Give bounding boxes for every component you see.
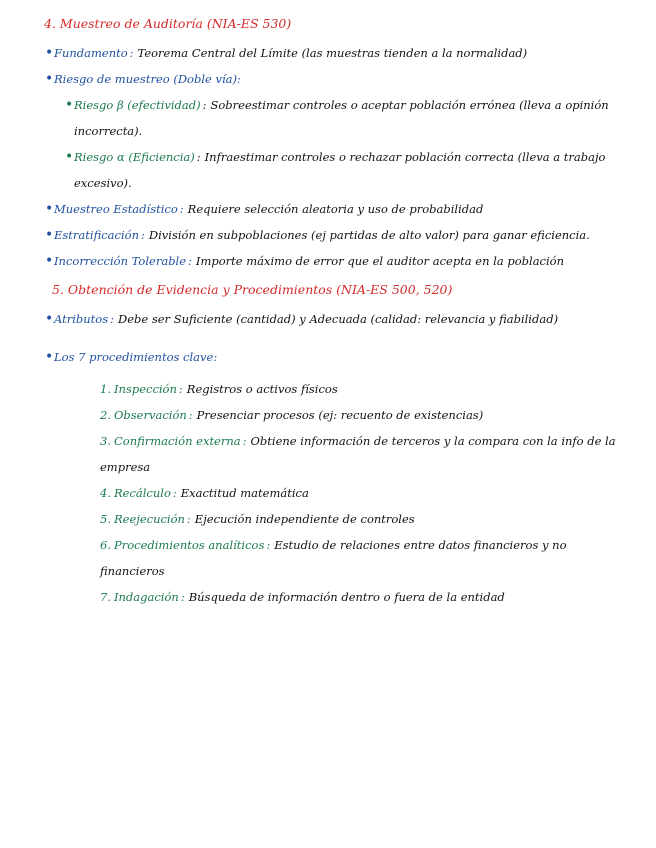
procedure-term: Inspección: [113, 382, 177, 396]
term-text: División en subpoblaciones (ej partidas de alto valor) para ganar eficiencia.: [148, 228, 590, 242]
term-label: Los 7 procedimientos clave:: [54, 350, 218, 364]
procedure-number: 3.: [100, 434, 111, 448]
bullet-riesgo-muestreo: [45, 66, 616, 92]
procedure-term: Recálculo: [113, 486, 171, 500]
term-label: Muestreo Estadístico: [54, 202, 178, 216]
bullet-dot: •: [45, 349, 54, 365]
procedure-text: Registros o activos físicos: [186, 382, 338, 396]
procedure-term: Reejecución: [113, 512, 185, 526]
term-text: Importe máximo de error que el auditor acepta en la población: [195, 254, 564, 268]
term-text: Sobreestimar controles o aceptar población errónea (lleva a opinión incorrecta).: [74, 98, 609, 138]
procedure-item: 2. Observación : Presenciar procesos (ej: recuento de existencias): [100, 408, 484, 422]
procedure-item: 3. Confirmación externa : Obtiene información de terceros y la compara con la info de la empresa: [100, 434, 616, 474]
procedure-text: Presenciar procesos (ej: recuento de existencias): [196, 408, 484, 422]
term-text: Teorema Central del Límite (las muestras tienden a la normalidad): [137, 46, 528, 60]
term-label: Riesgo α (Eficiencia): [74, 150, 195, 164]
procedure-term: Observación: [113, 408, 187, 422]
procedure-text: Ejecución independiente de controles: [194, 512, 415, 526]
term-label: Estratificación: [54, 228, 139, 242]
procedure-term: Indagación: [113, 590, 179, 604]
procedure-text: Obtiene información de terceros y la compara con la info de la empresa: [100, 434, 616, 474]
bullet-dot: •: [45, 227, 54, 243]
bullet-dot: •: [45, 201, 54, 217]
procedure-number: 6.: [100, 538, 111, 552]
bullet-incorreccion-tolerable: • Incorrección Tolerable : Importe máximo de error que el auditor acepta en la población: [54, 248, 616, 274]
procedure-term: Confirmación externa: [113, 434, 241, 448]
procedure-number: 5.: [100, 512, 111, 526]
procedure-term: Procedimientos analíticos: [113, 538, 265, 552]
procedure-item: 6. Procedimientos analíticos : Estudio de relaciones entre datos financieros y no financieros: [100, 538, 567, 578]
subbullet-riesgo-beta: • Riesgo β (efectividad) : Sobreestimar controles o aceptar población errónea (lleva a opinión incorrecta).: [74, 92, 616, 144]
procedure-number: 1.: [100, 382, 111, 396]
bullet-procedimientos-clave: [45, 344, 616, 370]
section-5-title: 5. Obtención de Evidencia y Procedimientos (NIA-ES 500, 520): [52, 282, 453, 297]
term-label: Incorrección Tolerable: [54, 254, 187, 268]
procedure-number: 7.: [100, 590, 111, 604]
bullet-atributos: • Atributos : Debe ser Suficiente (cantidad) y Adecuada (calidad: relevancia y fiabilidad): [54, 306, 616, 332]
bullet-dot: •: [45, 71, 54, 87]
procedure-item: 5. Reejecución : Ejecución independiente de controles: [100, 512, 415, 526]
term-label: Fundamento: [54, 46, 128, 60]
bullet-dot: •: [45, 253, 54, 269]
procedure-text: Exactitud matemática: [180, 486, 309, 500]
bullet-dot: •: [45, 45, 54, 61]
bullet-dot: •: [65, 97, 74, 113]
procedure-text: Estudio de relaciones entre datos financieros y no financieros: [100, 538, 567, 578]
procedure-item: 7. Indagación : Búsqueda de información dentro o fuera de la entidad: [100, 590, 505, 604]
procedure-item: 1. Inspección : Registros o activos físicos: [100, 382, 338, 396]
term-label: Atributos: [54, 312, 109, 326]
subbullet-riesgo-alfa: • Riesgo α (Eficiencia) : Infraestimar controles o rechazar población correcta (lleva a trabajo excesivo).: [74, 144, 616, 196]
term-label: Riesgo de muestreo (Doble vía):: [54, 72, 241, 86]
term-text: Infraestimar controles o rechazar población correcta (lleva a trabajo excesivo).: [74, 150, 606, 190]
procedure-item: 4. Recálculo : Exactitud matemática: [100, 486, 309, 500]
procedure-number: 4.: [100, 486, 111, 500]
bullet-fundamento: • Fundamento : Teorema Central del Límite (las muestras tienden a la normalidad): [54, 40, 616, 66]
term-label: Riesgo β (efectividad): [74, 98, 201, 112]
term-text: Requiere selección aleatoria y uso de probabilidad: [187, 202, 484, 216]
bullet-dot: •: [65, 149, 74, 165]
bullet-muestreo-estadistico: • Muestreo Estadístico : Requiere selección aleatoria y uso de probabilidad: [54, 196, 616, 222]
bullet-dot: •: [45, 311, 54, 327]
term-text: Debe ser Suficiente (cantidad) y Adecuada (calidad: relevancia y fiabilidad): [118, 312, 559, 326]
bullet-estratificacion: • Estratificación : División en subpoblaciones (ej partidas de alto valor) para ganar eficiencia.: [54, 222, 616, 248]
procedure-number: 2.: [100, 408, 111, 422]
procedure-text: Búsqueda de información dentro o fuera de la entidad: [188, 590, 505, 604]
section-4-title: 4. Muestreo de Auditoría (NIA-ES 530): [44, 16, 292, 31]
